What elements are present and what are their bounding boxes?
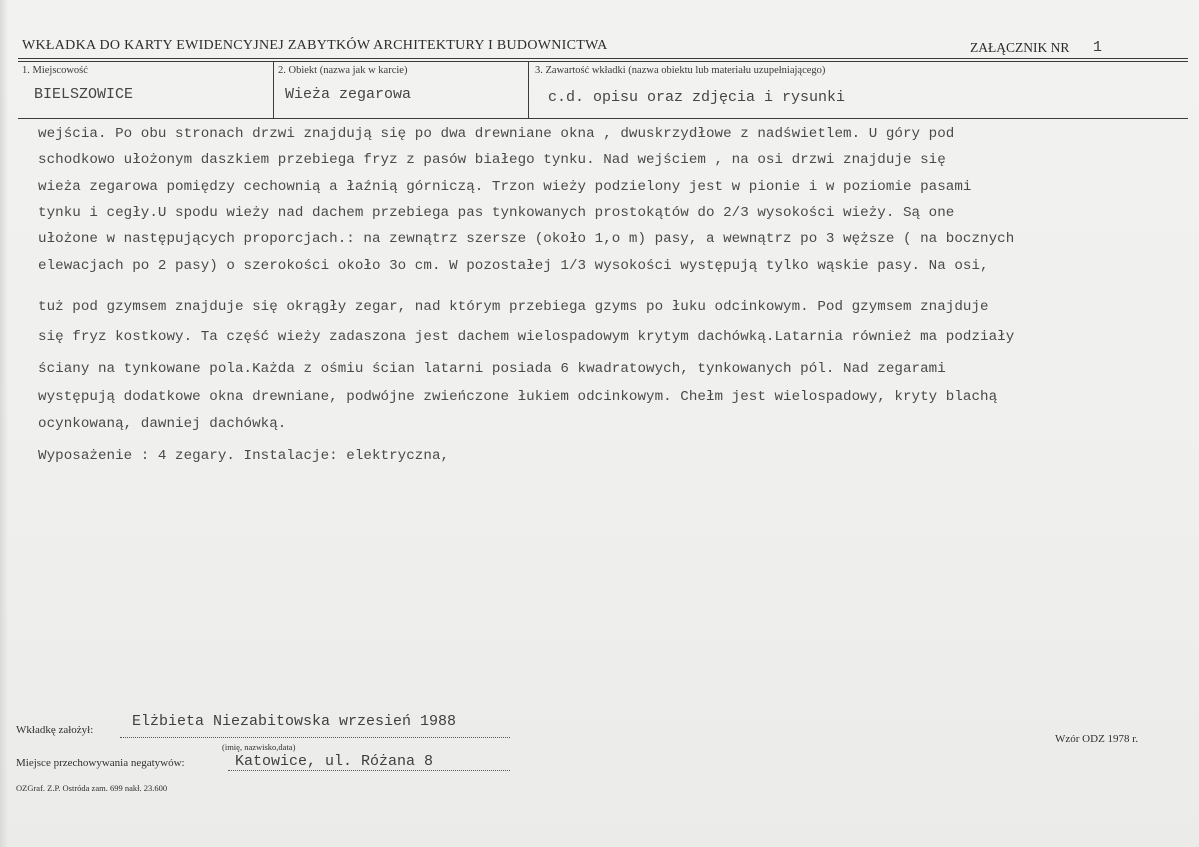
header-rule-bottom [18,61,1188,62]
header-rule-top [18,58,1188,59]
description-line: się fryz kostkowy. Ta część wieży zadaszona jest dachem wielospadowym krytym dachówką.Latarnia również ma podziały [38,329,1015,345]
annex-label: ZAŁĄCZNIK NR [970,40,1070,55]
content-value: c.d. opisu oraz zdjęcia i rysunki [548,89,846,106]
negatives-label: Miejsce przechowywania negatywów: [16,757,185,769]
negatives-dotted-line [228,770,510,771]
author-dotted-line [120,737,510,738]
form-title: WKŁADKA DO KARTY EWIDENCYJNEJ ZABYTKÓW ARCHITEKTURY I BUDOWNICTWA [22,38,608,53]
locality-value: BIELSZOWICE [34,86,134,103]
description-line: tynku i cegły.U spodu wieży nad dachem przebiega pas tynkowanych prostokątów do 2/3 wysokości wieży. Są one [38,205,955,221]
author-hint: (imię, nazwisko,data) [222,742,296,752]
description-line: ocynkowaną, dawniej dachówką. [38,416,287,432]
field-divider-2 [528,62,529,118]
author-label: Wkładkę założył: [16,724,94,736]
description-line: występują dodatkowe okna drewniane, podwójne zwieńczone łukiem odcinkowym. Chełm jest wielospadowy, kryty blachą [38,389,998,405]
template-note: Wzór ODZ 1978 r. [1055,733,1139,745]
annex-number: 1 [1093,39,1103,56]
object-label: 2. Obiekt (nazwa jak w karcie) [278,65,408,76]
description-line: ułożone w następujących proporcjach.: na zewnątrz szersze (około 1,o m) pasy, a wewnątrz po 3 węższe ( na bocznych [38,231,1015,247]
locality-label: 1. Miejscowość [22,65,88,76]
description-line: wejścia. Po obu stronach drzwi znajdują się po dwa drewniane okna , dwuskrzydłowe z nadświetlem. U góry pod [38,126,955,142]
description-line: wieża zegarowa pomiędzy cechownią a łaźnią górniczą. Trzon wieży podzielony jest w pionie i w poziomie pasami [38,179,972,195]
equipment-line: Wyposażenie : 4 zegary. Instalacje: elektryczna, [38,448,450,464]
description-line: schodkowo ułożonym daszkiem przebiega fryz z pasów białego tynku. Nad wejściem , na osi drzwi znajduje się [38,152,946,168]
negatives-value: Katowice, ul. Różana 8 [235,753,434,770]
object-value: Wieża zegarowa [285,86,412,103]
printer-note: OZGraf. Z.P. Ostróda zam. 699 nakł. 23.600 [16,783,168,793]
description-line: elewacjach po 2 pasy) o szerokości około 3o cm. W pozostałej 1/3 wysokości występują tylko wąskie pasy. Na osi, [38,258,989,274]
field-divider-1 [273,62,274,118]
field-row-bottom [18,118,1188,119]
scan-edge-shadow [0,0,8,847]
author-value: Elżbieta Niezabitowska wrzesień 1988 [132,713,457,730]
description-line: ściany na tynkowane pola.Każda z ośmiu ścian latarni posiada 6 kwadratowych, tynkowanych pól. Nad zegarami [38,361,946,377]
content-label: 3. Zawartość wkładki (nazwa obiektu lub materiału uzupełniającego) [535,65,826,76]
description-line: tuż pod gzymsem znajduje się okrągły zegar, nad którym przebiega gzyms po łuku odcinkowym. Pod gzymsem znajduje [38,299,989,315]
